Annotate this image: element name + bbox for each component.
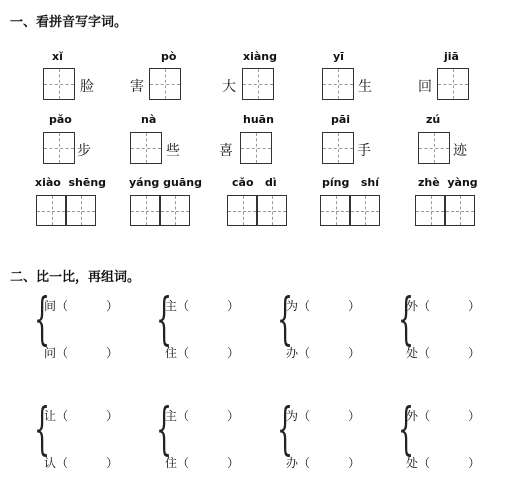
- section1-title: 一、看拼音写字词。: [10, 15, 128, 30]
- row2-writing-box-5[interactable]: [418, 132, 450, 164]
- row2-writing-box-1[interactable]: [43, 132, 75, 164]
- row3-writing-box-3[interactable]: [227, 195, 287, 226]
- row1-char-3: 大: [222, 79, 236, 95]
- brace: {: [34, 287, 51, 352]
- pair-top[interactable]: 让（ ）: [44, 409, 119, 423]
- pair-bottom[interactable]: 认（ ）: [44, 456, 119, 470]
- row3-writing-box-1[interactable]: [36, 195, 96, 226]
- row3-writing-box-4[interactable]: [320, 195, 380, 226]
- pair-bottom[interactable]: 处（ ）: [406, 346, 481, 360]
- pair-bottom[interactable]: 住（ ）: [165, 346, 240, 360]
- pair-bottom[interactable]: 住（ ）: [165, 456, 240, 470]
- row2-pinyin-2: nà: [141, 113, 157, 126]
- row2-pinyin-1: pǎo: [49, 113, 72, 126]
- row1-pinyin-1: xǐ: [52, 50, 63, 63]
- brace: {: [277, 287, 294, 352]
- pair-top[interactable]: 外（ ）: [406, 409, 481, 423]
- row1-char-1: 脸: [80, 79, 94, 95]
- pair-top[interactable]: 主（ ）: [165, 409, 240, 423]
- row2-char-2: 些: [166, 143, 180, 159]
- row2-writing-box-4[interactable]: [322, 132, 354, 164]
- brace: {: [398, 287, 415, 352]
- row2-writing-box-2[interactable]: [130, 132, 162, 164]
- row2-char-3: 喜: [219, 143, 233, 159]
- row1-char-2: 害: [130, 79, 144, 95]
- row2-char-1: 步: [77, 143, 91, 159]
- pair-top[interactable]: 为（ ）: [286, 299, 361, 313]
- brace: {: [398, 397, 415, 462]
- row3-pinyin-3: cǎo dì: [232, 176, 277, 189]
- row3-pinyin-1: xiào shēng: [35, 176, 107, 189]
- row1-pinyin-4: yī: [333, 50, 344, 63]
- brace: {: [156, 397, 173, 462]
- row3-pinyin-4: píng shí: [322, 176, 379, 189]
- brace: {: [277, 397, 294, 462]
- section2-title: 二、比一比，再组词。: [10, 270, 141, 285]
- pair-top[interactable]: 间（ ）: [44, 299, 119, 313]
- row2-pinyin-5: zú: [426, 113, 441, 126]
- pair-bottom[interactable]: 处（ ）: [406, 456, 481, 470]
- row1-writing-box-2[interactable]: [149, 68, 181, 100]
- brace: {: [34, 397, 51, 462]
- pair-top[interactable]: 外（ ）: [406, 299, 481, 313]
- row3-writing-box-5[interactable]: [415, 195, 475, 226]
- row1-writing-box-3[interactable]: [242, 68, 274, 100]
- row3-writing-box-2[interactable]: [130, 195, 190, 226]
- row1-writing-box-4[interactable]: [322, 68, 354, 100]
- pair-top[interactable]: 主（ ）: [165, 299, 240, 313]
- pair-top[interactable]: 为（ ）: [286, 409, 361, 423]
- row1-pinyin-2: pò: [161, 50, 177, 63]
- row3-pinyin-5: zhè yàng: [418, 176, 478, 189]
- row1-pinyin-5: jiā: [444, 50, 459, 63]
- pair-bottom[interactable]: 问（ ）: [44, 346, 119, 360]
- row1-char-5: 回: [418, 79, 432, 95]
- row1-writing-box-5[interactable]: [437, 68, 469, 100]
- row3-pinyin-2: yáng guāng: [129, 176, 202, 189]
- row2-writing-box-3[interactable]: [240, 132, 272, 164]
- row1-char-4: 生: [358, 79, 372, 95]
- brace: {: [156, 287, 173, 352]
- row2-char-5: 迹: [453, 143, 467, 159]
- row2-char-4: 手: [357, 143, 371, 159]
- row1-pinyin-3: xiàng: [243, 50, 277, 63]
- row2-pinyin-3: huān: [243, 113, 274, 126]
- pair-bottom[interactable]: 办（ ）: [286, 456, 361, 470]
- row2-pinyin-4: pāi: [331, 113, 351, 126]
- row1-writing-box-1[interactable]: [43, 68, 75, 100]
- pair-bottom[interactable]: 办（ ）: [286, 346, 361, 360]
